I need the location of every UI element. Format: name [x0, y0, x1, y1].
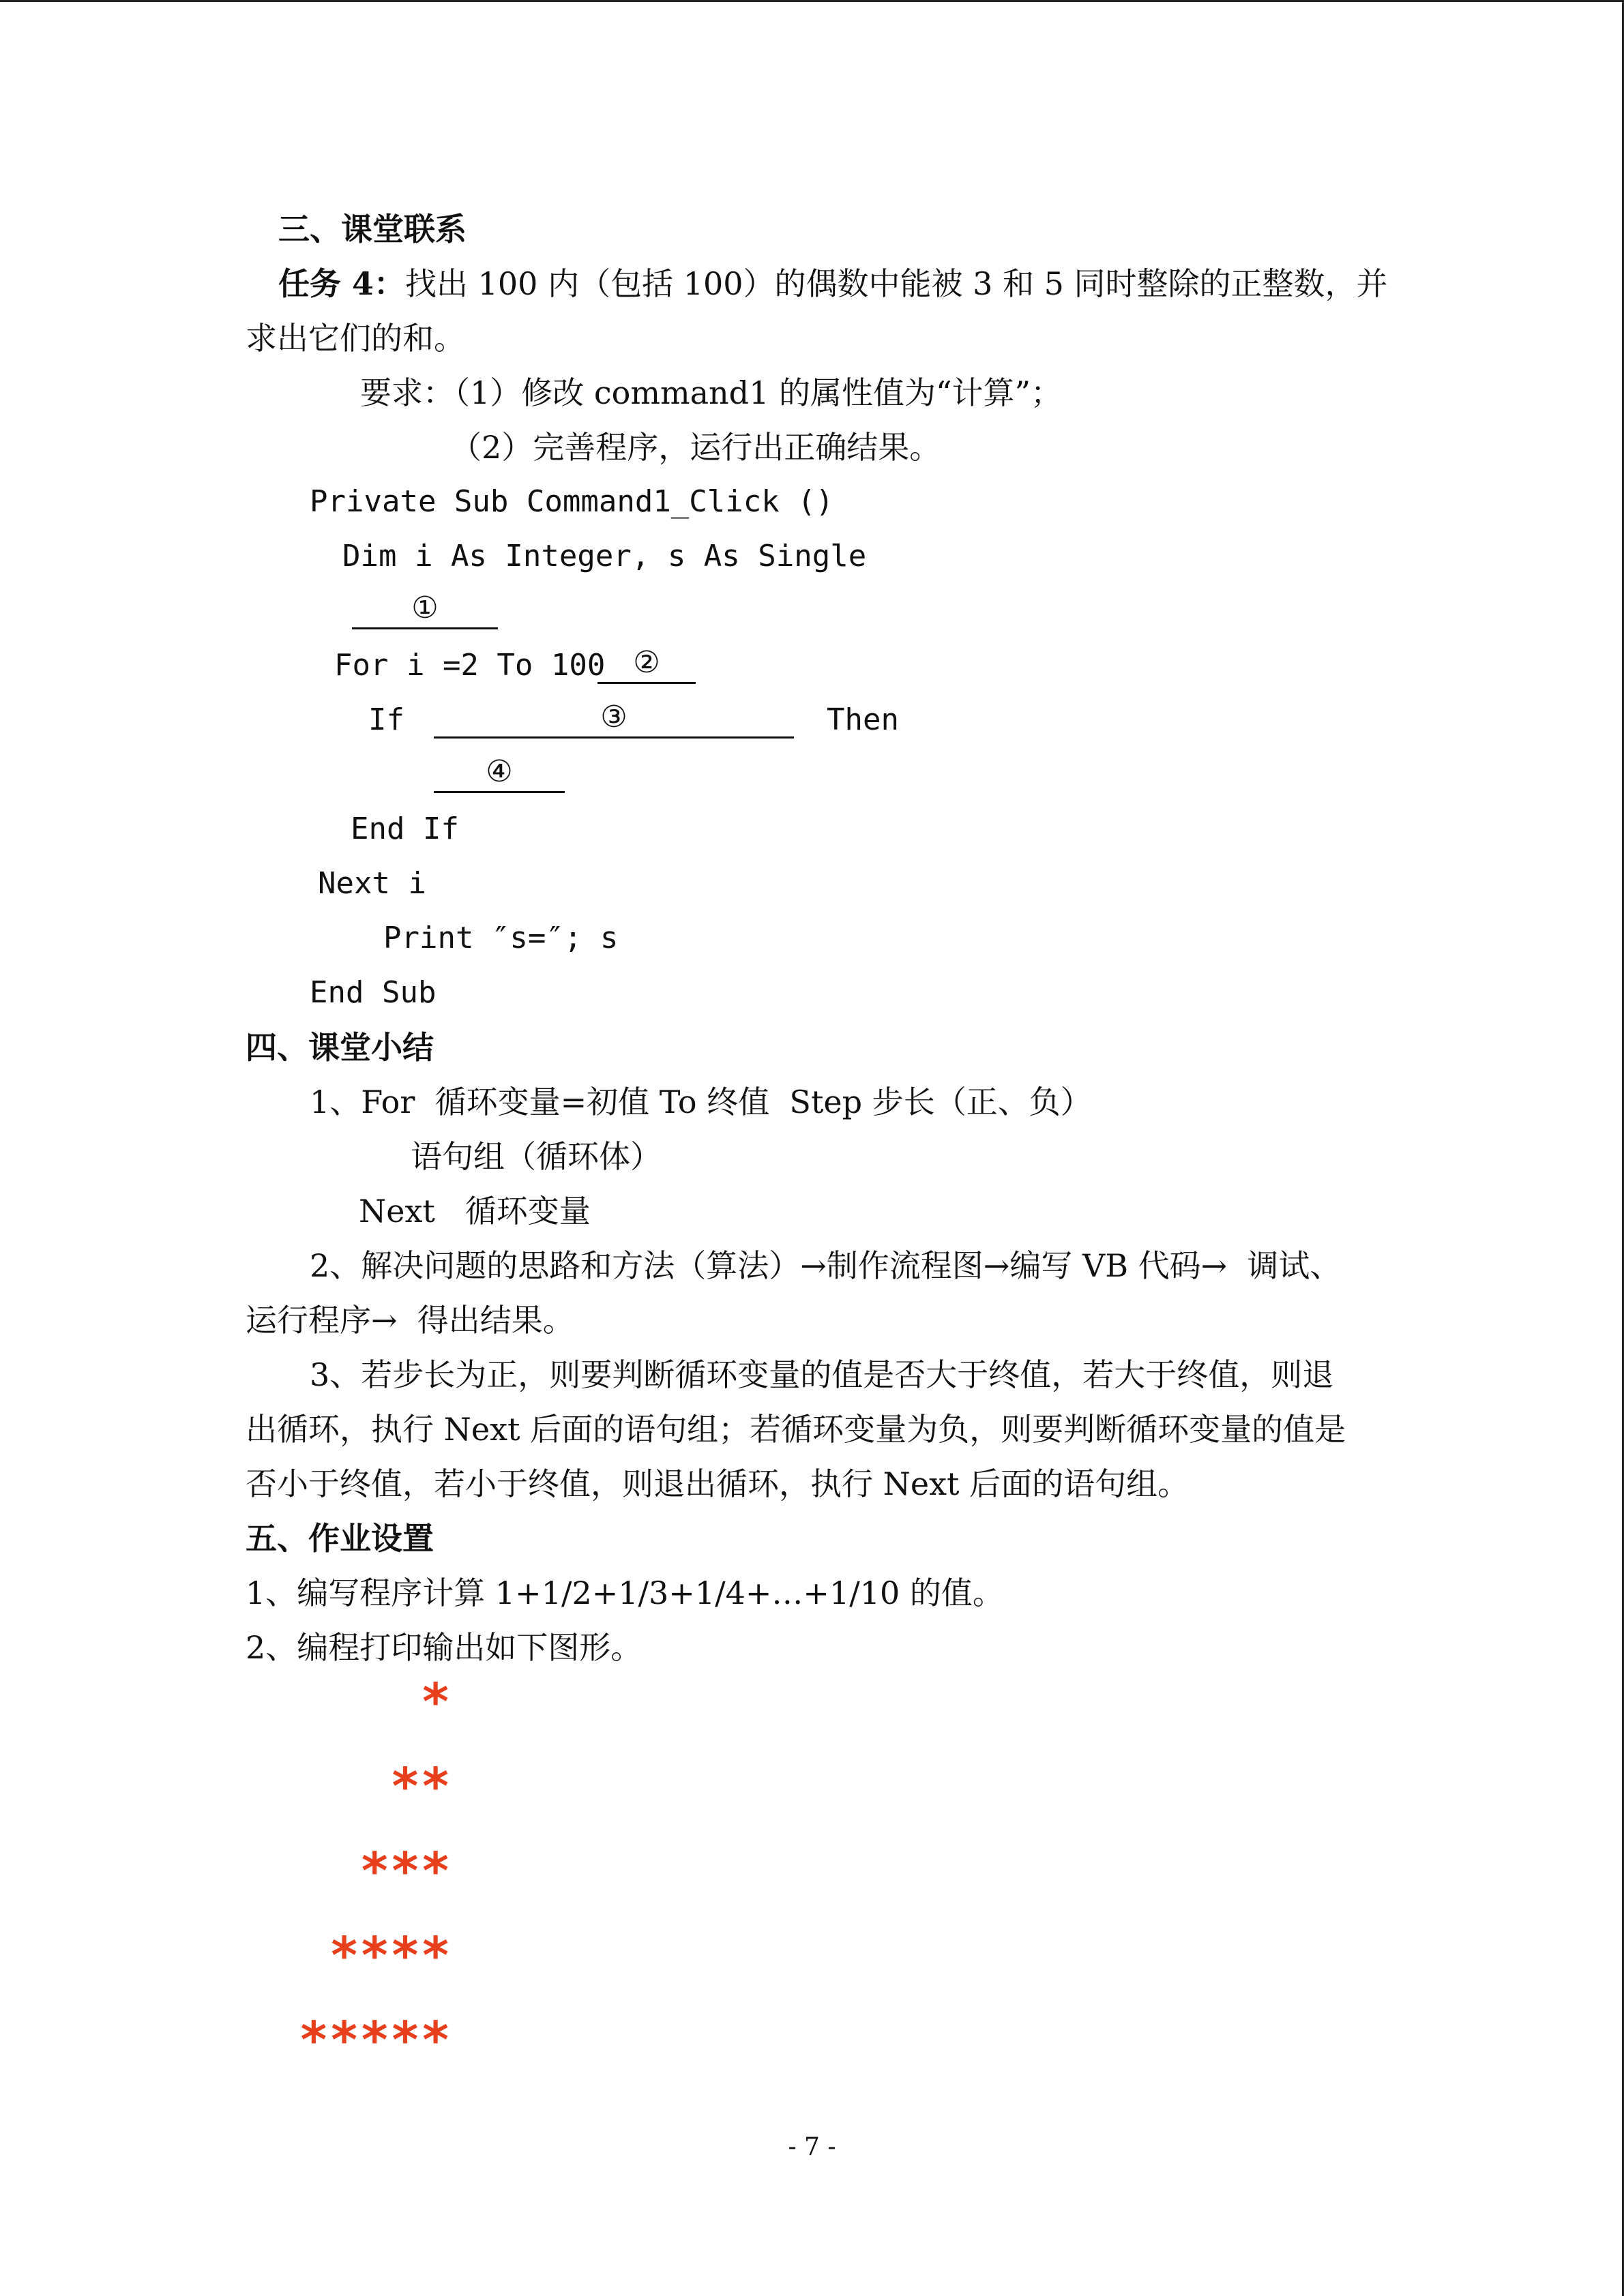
summary-1c: Next 循环变量: [359, 1193, 591, 1229]
code-line-next: Next i: [318, 866, 426, 901]
code-line-endsub: End Sub: [310, 975, 437, 1010]
task-text-1: 找出 100 内（包括 100）的偶数中能被 3 和 5 同时整除的正整数，并: [405, 265, 1388, 302]
star-row-3: ***: [361, 1842, 453, 1900]
page-number: - 7 -: [788, 2133, 836, 2161]
code-line-print: Print ″s=″; s: [383, 921, 619, 955]
star-row-1: *: [422, 1673, 453, 1731]
code-line-sub: Private Sub Command1_Click (): [310, 484, 834, 519]
summary-3a: 3、若步长为正，则要判断循环变量的值是否大于终值，若大于终值，则退: [310, 1356, 1334, 1393]
top-border: [0, 0, 1624, 2]
star-row-5: *****: [300, 2011, 453, 2070]
blank-3: ③: [434, 697, 794, 739]
code-line-if: If: [368, 702, 404, 737]
requirement-2: （2）完善程序，运行出正确结果。: [450, 429, 941, 466]
blank-1: ①: [352, 588, 498, 629]
code-line-for: For i =2 To 100: [334, 648, 606, 683]
task-line-2: 求出它们的和。: [246, 320, 465, 357]
summary-1a: 1、For 循环变量=初值 To 终值 Step 步长（正、负）: [310, 1084, 1092, 1120]
star-row-4: ****: [331, 1926, 453, 1985]
star-row-2: **: [392, 1757, 453, 1816]
summary-3c: 否小于终值，若小于终值，则退出循环，执行 Next 后面的语句组。: [246, 1465, 1190, 1502]
section-3-title: 三、课堂联系: [278, 211, 467, 248]
requirement-1: 要求：（1）修改 command1 的属性值为“计算”；: [360, 374, 1063, 411]
summary-2b: 运行程序→ 得出结果。: [246, 1302, 574, 1339]
homework-item-1: 1、编写程序计算 1+1/2+1/3+1/4+…+1/10 的值。: [246, 1575, 1004, 1611]
summary-2a: 2、解决问题的思路和方法（算法）→制作流程图→编写 VB 代码→ 调试、: [310, 1247, 1342, 1284]
task-line-1: [278, 263, 1388, 304]
code-line-then: Then: [827, 702, 899, 737]
summary-1b: 语句组（循环体）: [411, 1138, 662, 1175]
task-label: 任务 4：: [278, 265, 406, 302]
code-line-dim: Dim i As Integer, s As Single: [342, 539, 867, 573]
homework-item-2: 2、编程打印输出如下图形。: [246, 1629, 643, 1666]
blank-4: ④: [434, 751, 565, 793]
section-5-title: 五、作业设置: [246, 1520, 434, 1557]
section-4-title: 四、课堂小结: [246, 1029, 434, 1066]
blank-2: ②: [597, 642, 696, 684]
code-line-endif: End If: [351, 811, 459, 846]
summary-3b: 出循环，执行 Next 后面的语句组；若循环变量为负，则要判断循环变量的值是: [246, 1411, 1346, 1448]
